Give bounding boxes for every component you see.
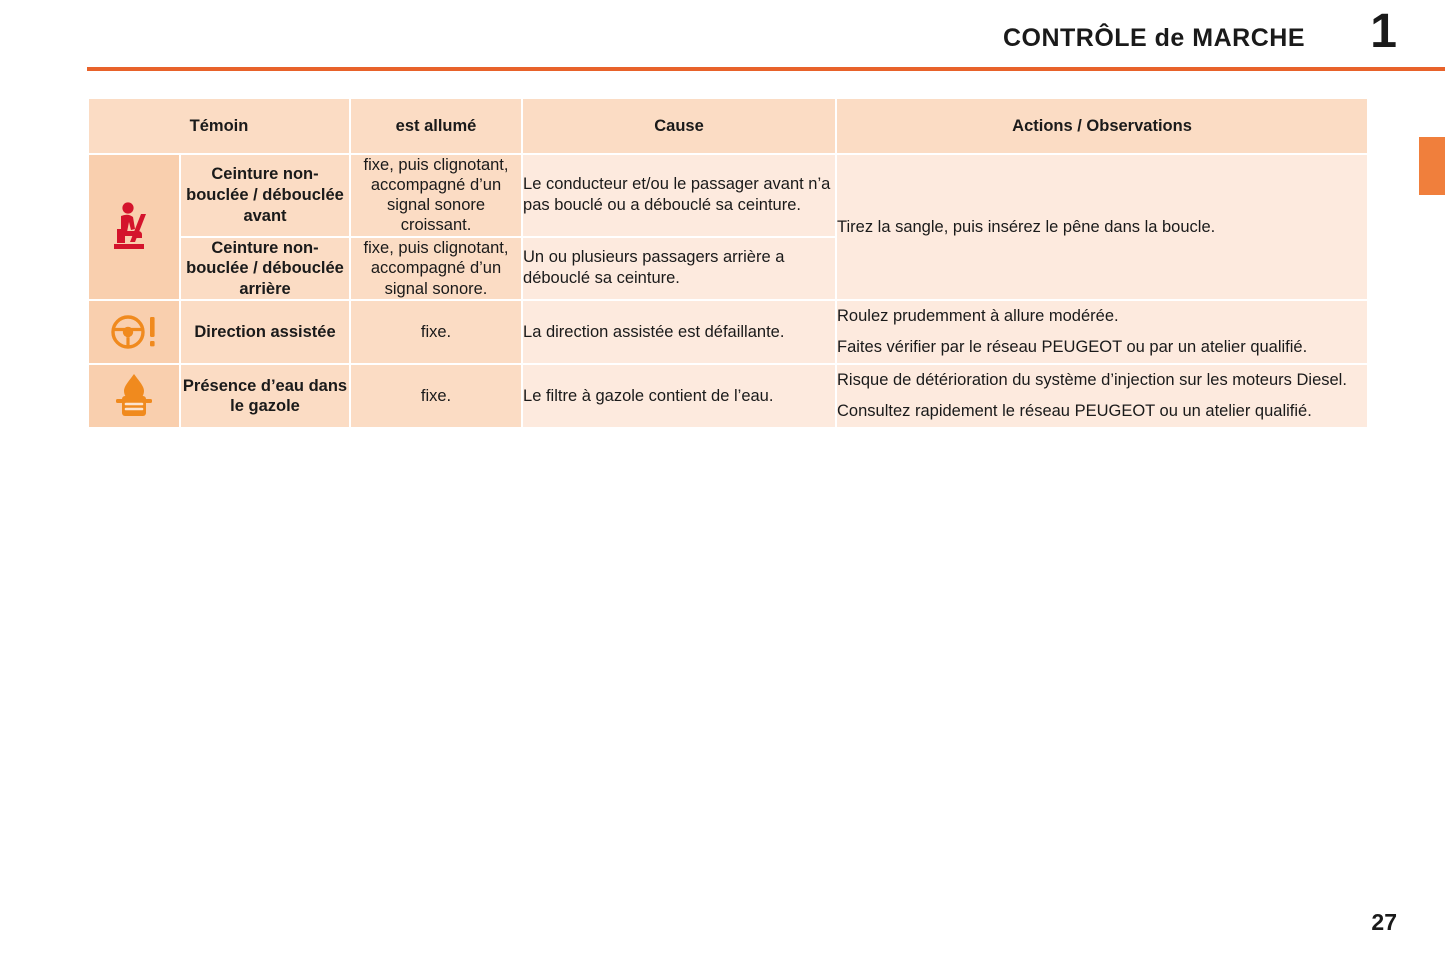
warning-cause: Le filtre à gazole contient de l’eau. — [523, 365, 835, 427]
column-header-temoin: Témoin — [89, 99, 349, 153]
action-line: Tirez la sangle, puis insérez le pêne dans la boucle. — [837, 217, 1216, 236]
warning-state: fixe. — [351, 365, 521, 427]
warning-label: Ceinture non-bouclée / débouclée avant — [181, 155, 349, 236]
chapter-side-tab — [1419, 137, 1445, 195]
seatbelt-warning-icon — [89, 155, 179, 299]
action-line: Consultez rapidement le réseau PEUGEOT ou un atelier qualifié. — [837, 402, 1312, 421]
table-header-row — [89, 99, 1367, 153]
warning-state: fixe, puis clignotant, accompagné d’un signal sonore croissant. — [351, 155, 521, 236]
column-header-cause: Cause — [523, 99, 835, 153]
warning-label: Ceinture non-bouclée / débouclée arrière — [181, 238, 349, 300]
warning-state: fixe. — [351, 301, 521, 363]
column-header-actions: Actions / Observations — [837, 99, 1367, 153]
warning-cause: Un ou plusieurs passagers arrière a débouclé sa ceinture. — [523, 238, 835, 300]
table-row — [89, 365, 1367, 427]
warning-cause: Le conducteur et/ou le passager avant n’a pas bouclé ou a débouclé sa ceinture. — [523, 155, 835, 236]
page-header — [0, 0, 1445, 72]
table-row — [89, 301, 1367, 363]
warning-lights-table — [87, 97, 1359, 429]
action-line: Faites vérifier par le réseau PEUGEOT ou par un atelier qualifié. — [837, 338, 1308, 357]
header-divider — [87, 67, 1445, 71]
warning-cause: La direction assistée est défaillante. — [523, 301, 835, 363]
page-title: CONTRÔLE de MARCHE — [1002, 24, 1305, 52]
action-line: Risque de détérioration du système d’injection sur les moteurs Diesel. — [837, 371, 1347, 390]
power-steering-icon — [89, 301, 179, 363]
table-row — [89, 155, 1367, 236]
warning-action — [837, 155, 1367, 299]
warning-action — [837, 301, 1367, 363]
water-in-diesel-icon — [89, 365, 179, 427]
warning-action — [837, 365, 1367, 427]
column-header-est-allume: est allumé — [351, 99, 521, 153]
page-number: 27 — [1371, 909, 1397, 935]
warning-label: Présence d’eau dans le gazole — [181, 365, 349, 427]
warning-label: Direction assistée — [181, 301, 349, 363]
warning-state: fixe, puis clignotant, accompagné d’un signal sonore. — [351, 238, 521, 300]
chapter-number: 1 — [1370, 5, 1397, 58]
action-line: Roulez prudemment à allure modérée. — [837, 307, 1119, 326]
